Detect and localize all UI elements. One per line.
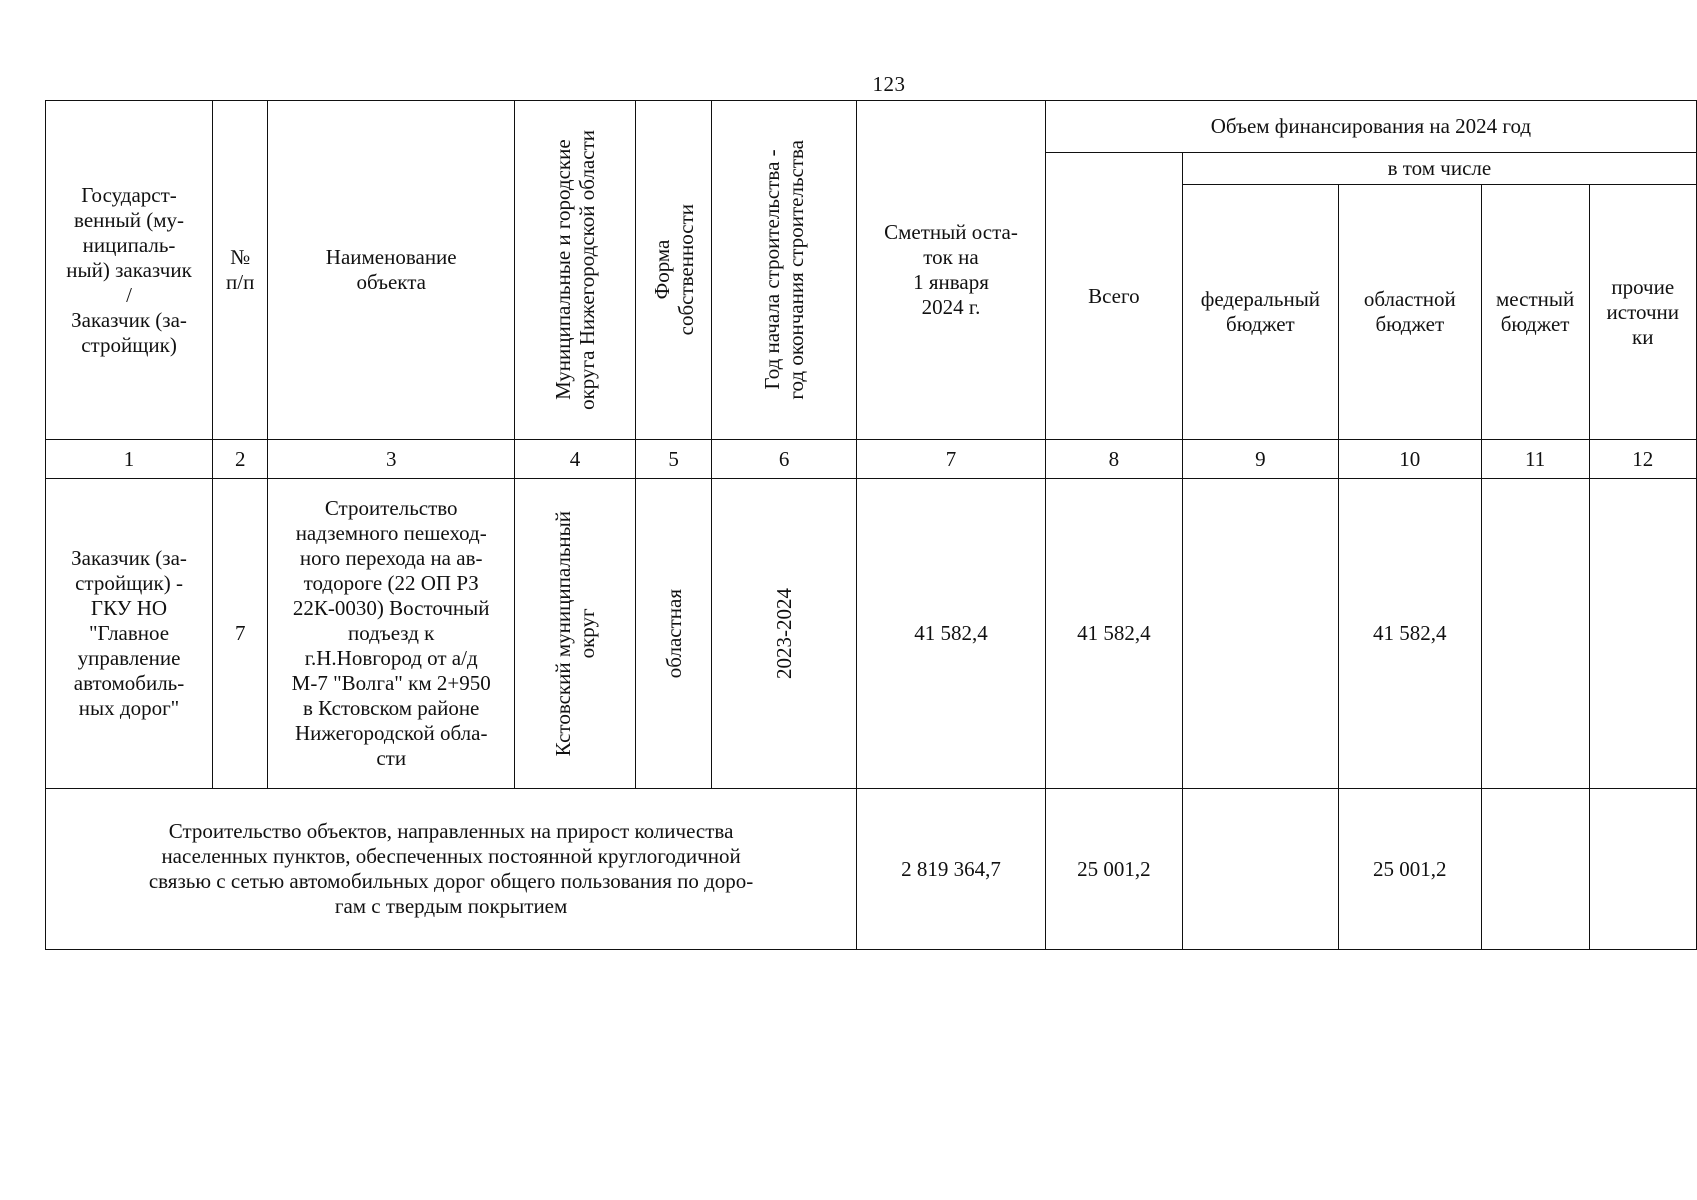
summary-estimate: 2 819 364,7 (857, 789, 1046, 950)
summary-other (1589, 789, 1696, 950)
row-years-cell (712, 479, 857, 789)
summary-row (46, 789, 1697, 950)
row-local (1481, 479, 1589, 789)
row-total: 41 582,4 (1045, 479, 1182, 789)
row-num: 7 (213, 479, 268, 789)
header-object-name: Наименование объекта (268, 101, 515, 440)
column-number: 5 (636, 440, 712, 479)
column-number-row (46, 440, 1697, 479)
row-estimate: 41 582,4 (857, 479, 1046, 789)
header-other: прочие источни ки (1589, 185, 1696, 440)
column-number: 11 (1481, 440, 1589, 479)
page-number: 123 (872, 72, 906, 96)
header-customer: Государст- венный (му- ниципаль- ный) заказчик / Заказчик (за- стройщик) (46, 101, 213, 440)
row-customer: Заказчик (за- стройщик) - ГКУ НО "Главное управление автомобиль- ных дорог" (46, 479, 213, 789)
table-row (46, 479, 1697, 789)
row-municipal-cell (515, 479, 636, 789)
header-estimate: Сметный оста- ток на 1 января 2024 г. (857, 101, 1046, 440)
row-years: 2023-2024 (772, 588, 797, 679)
header-federal: федеральный бюджет (1182, 185, 1338, 440)
column-number: 3 (268, 440, 515, 479)
row-object-name: Строительство надземного пешеход- ного перехода на ав- тодороге (22 ОП РЗ 22К-0030) Восточный подъезд к г.Н.Новгород от а/д М-7 "Волга" км 2+950 в Кстовском районе Нижегородской обла- сти (268, 479, 515, 789)
header-regional: областной бюджет (1338, 185, 1481, 440)
summary-label: Строительство объектов, направленных на прирост количества населенных пунктов, обеспеченных постоянной круглогодичной связью с сетью автомобильных дорог общего пользования по доро- гам с твердым покрытием (46, 789, 857, 950)
column-number: 1 (46, 440, 213, 479)
column-number: 2 (213, 440, 268, 479)
summary-total: 25 001,2 (1045, 789, 1182, 950)
header-financing: Объем финансирования на 2024 год (1045, 101, 1696, 153)
column-number: 4 (515, 440, 636, 479)
header-years: Год начала строительства - год окончания строительства (760, 140, 809, 400)
row-other (1589, 479, 1696, 789)
header-including: в том числе (1182, 153, 1696, 185)
summary-regional: 25 001,2 (1338, 789, 1481, 950)
column-number: 9 (1182, 440, 1338, 479)
column-number: 6 (712, 440, 857, 479)
row-ownership-cell (636, 479, 712, 789)
summary-federal (1182, 789, 1338, 950)
row-ownership: областная (661, 588, 686, 679)
column-number: 10 (1338, 440, 1481, 479)
header-municipal: Муниципальные и городские округа Нижегородской области (551, 130, 600, 410)
header-local: местный бюджет (1481, 185, 1589, 440)
column-number: 12 (1589, 440, 1696, 479)
financing-table (45, 100, 1697, 950)
header-municipal-cell (515, 101, 636, 440)
row-federal (1182, 479, 1338, 789)
column-number: 8 (1045, 440, 1182, 479)
header-years-cell (712, 101, 857, 440)
header-ownership-cell (636, 101, 712, 440)
header-ownership: Форма собственности (649, 204, 698, 336)
column-number: 7 (857, 440, 1046, 479)
summary-local (1481, 789, 1589, 950)
header-total: Всего (1045, 153, 1182, 440)
header-num: № п/п (213, 101, 268, 440)
row-municipal: Кстовский муниципальный округ (551, 510, 600, 757)
row-regional: 41 582,4 (1338, 479, 1481, 789)
